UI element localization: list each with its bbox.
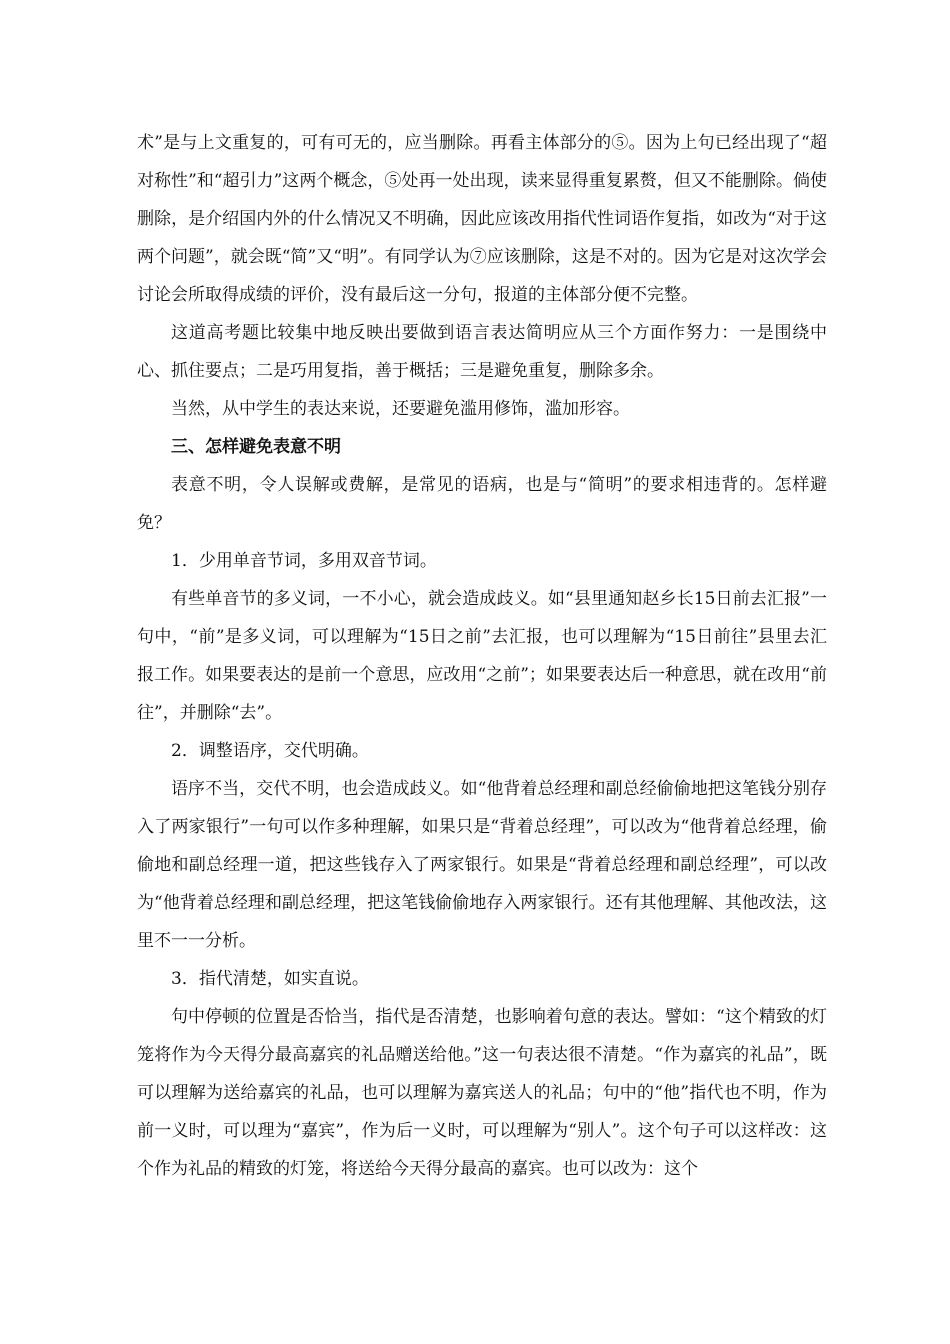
list-item-2-body: 语序不当，交代不明，也会造成歧义。如“他背着总经理和副总经偷偷地把这笔钱分别存入了两家银行”一句可以作多种理解，如果只是“背着总经理”，可以改为“他背着总经理，偷偷地和副总经理一道，把这些钱存入了两家银行。如果是“背着总经理和副总经理”，可以改为“他背着总经理和副总经理，把这笔钱偷偷地存入两家银行。还有其他理解、其他改法，这里不一一分析。 (137, 779, 827, 951)
paragraph-summary: 这道高考题比较集中地反映出要做到语言表达简明应从三个方面作努力：一是围绕中心、抓住要点；二是巧用复指，善于概括；三是避免重复，删除多余。 (137, 323, 827, 381)
list-item-1-body: 有些单音节的多义词，一不小心，就会造成歧义。如“县里通知赵乡长15日前去汇报”一句中，“前”是多义词，可以理解为“15日之前”去汇报，也可以理解为“15日前往”县里去汇报工作。如果要表达的是前一个意思，应改用“之前”；如果要表达后一种意思，就在改用“前往”，并删除“去”。 (137, 589, 827, 723)
list-item-3-body: 句中停顿的位置是否恰当，指代是否清楚，也影响着句意的表达。譬如：“这个精致的灯笼将作为今天得分最高嘉宾的礼品赠送给他。”这一句表达很不清楚。“作为嘉宾的礼品”，既可以理解为送给嘉宾的礼品，也可以理解为嘉宾送人的礼品；句中的“他”指代也不明，作为前一义时，可以理为“嘉宾”，作为后一义时，可以理解为“别人”。这个句子可以这样改：这个作为礼品的精致的灯笼，将送给今天得分最高的嘉宾。也可以改为：这个 (137, 1007, 827, 1179)
list-item-1-title: 1．少用单音节词，多用双音节词。 (171, 551, 437, 571)
paragraph-intro: 表意不明，令人误解或费解，是常见的语病，也是与“简明”的要求相违背的。怎样避免？ (137, 475, 827, 533)
document-body (137, 124, 827, 1188)
list-item-3-title: 3．指代清楚，如实直说。 (171, 969, 369, 989)
list-item-2-title: 2．调整语序，交代明确。 (171, 741, 369, 761)
paragraph-note: 当然，从中学生的表达来说，还要避免滥用修饰，滥加形容。 (171, 399, 630, 419)
section-heading: 三、怎样避免表意不明 (171, 437, 341, 457)
paragraph-continuation: 术”是与上文重复的，可有可无的，应当删除。再看主体部分的⑤。因为上句已经出现了“超对称性”和“超引力”这两个概念，⑤处再一处出现，读来显得重复累赘，但又不能删除。倘使删除，是介绍国内外的什么情况又不明确，因此应该改用指代性词语作复指，如改为“对于这两个问题”，就会既“简”又“明”。有同学认为⑦应该删除，这是不对的。因为它是对这次学会讨论会所取得成绩的评价，没有最后这一分句，报道的主体部分便不完整。 (137, 133, 827, 305)
